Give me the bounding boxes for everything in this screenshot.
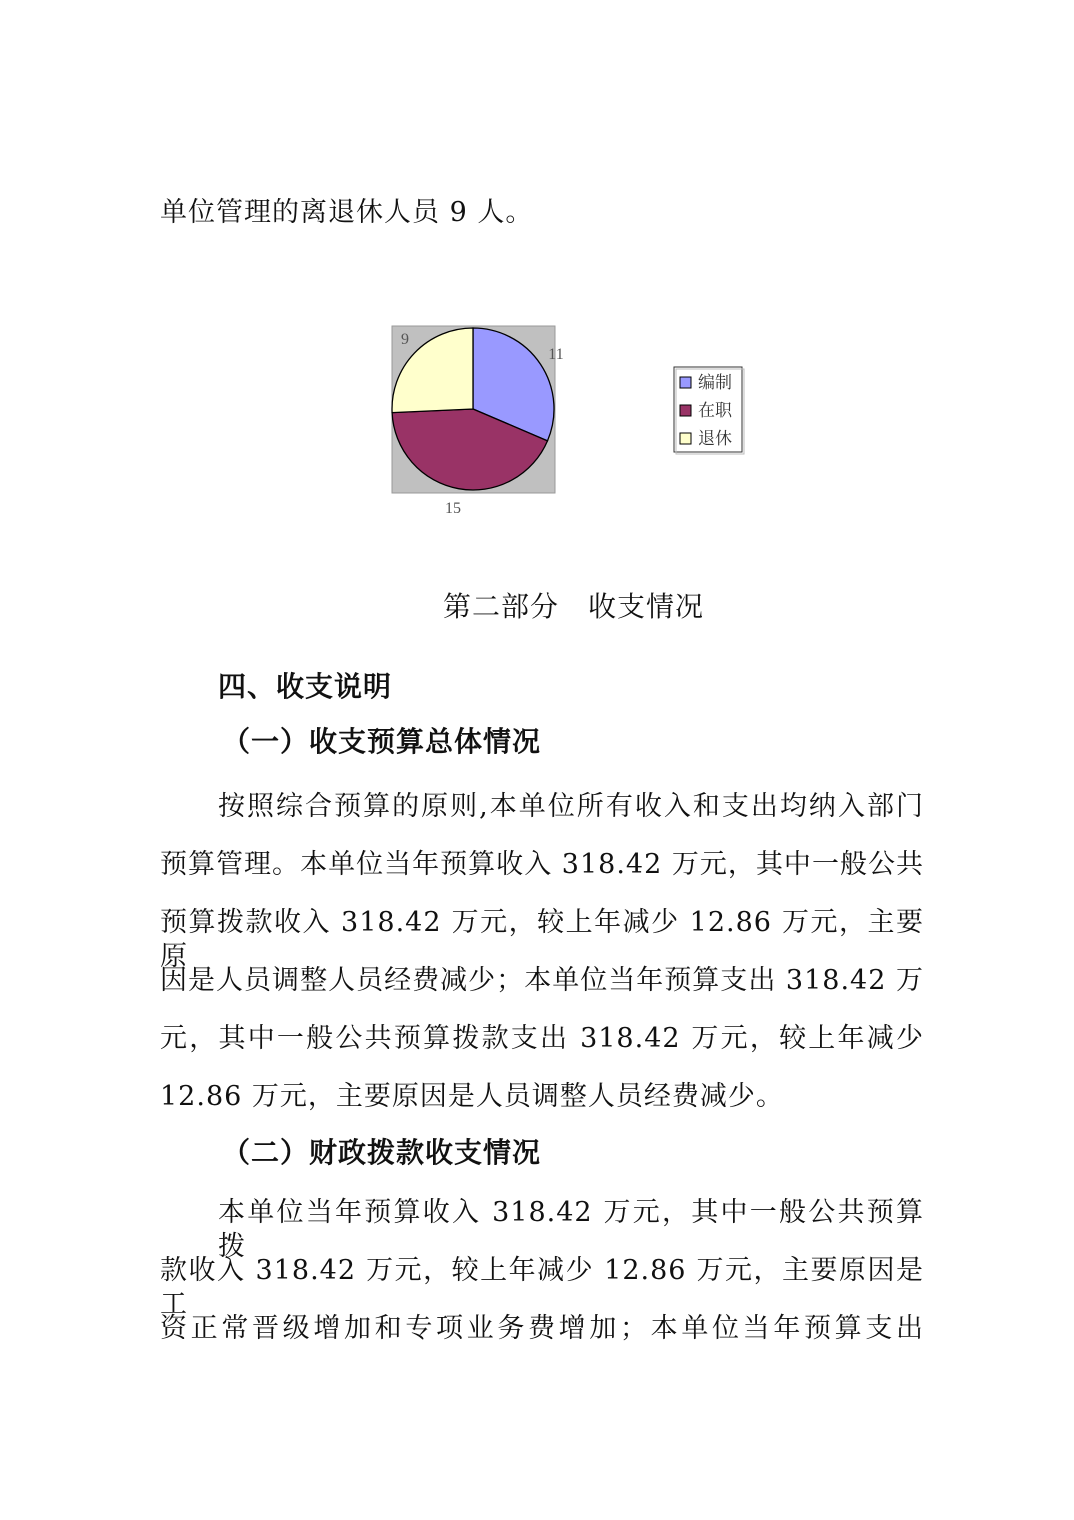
para2-line: 资正常晋级增加和专项业务费增加；本单位当年预算支出 [160,1313,924,1344]
para1-line: 12.86 万元，主要原因是人员调整人员经费减少。 [160,1081,784,1112]
part-title: 第二部分 收支情况 [443,590,705,623]
intro-line: 单位管理的离退休人员 9 人。 [160,197,534,228]
para2-line: 本单位当年预算收入 318.42 万元，其中一般公共预算拨 [218,1197,924,1262]
para1-line: 预算管理。本单位当年预算收入 318.42 万元，其中一般公共 [160,849,924,880]
legend-swatch [680,377,691,388]
legend-swatch [680,405,691,416]
section-title: 四、收支说明 [218,670,393,703]
staff-pie-chart [380,315,780,525]
pie-value-label: 9 [401,331,409,348]
para1-line: 预算拨款收入 318.42 万元，较上年减少 12.86 万元，主要原 [160,907,924,972]
pie-value-label: 11 [548,346,564,363]
legend-label: 编制 [698,373,732,392]
pie-value-label: 15 [445,500,461,517]
para1-line: 按照综合预算的原则,本单位所有收入和支出均纳入部门 [218,791,924,822]
subsection-2-title: （二）财政拨款收支情况 [222,1136,542,1169]
para1-line: 因是人员调整人员经费减少；本单位当年预算支出 318.42 万 [160,965,924,996]
para1-line: 元，其中一般公共预算拨款支出 318.42 万元，较上年减少 [160,1023,924,1054]
subsection-1-title: （一）收支预算总体情况 [222,725,542,758]
legend-swatch [680,433,691,444]
legend-label: 在职 [698,401,732,420]
para2-line: 款收入 318.42 万元，较上年减少 12.86 万元，主要原因是工 [160,1255,924,1320]
legend-label: 退休 [698,429,732,448]
chart-legend [674,367,744,454]
